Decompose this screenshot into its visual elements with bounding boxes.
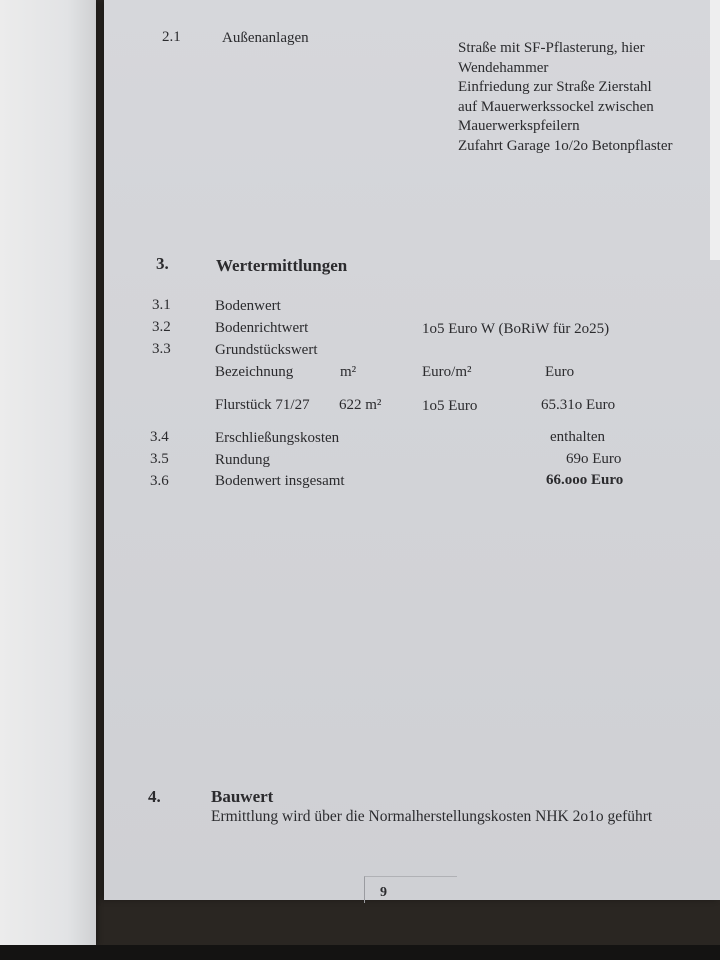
item-value: 1o5 Euro W (BoRiW für 2o25): [422, 321, 610, 337]
description-line: Einfriedung zur Straße Zierstahl: [458, 79, 652, 95]
item-label: Rundung: [215, 452, 271, 468]
description-line: Mauerwerkspfeilern: [458, 118, 580, 134]
item-label: Bodenrichtwert: [215, 320, 309, 336]
item-value: 69o Euro: [566, 451, 622, 467]
item-number: 3.5: [150, 451, 169, 467]
item-number: 3.1: [152, 297, 171, 313]
underlying-page: [0, 0, 96, 945]
item-value: enthalten: [550, 429, 605, 445]
item-label: Bodenwert insgesamt: [215, 473, 345, 489]
table-cell: 65.31o Euro: [541, 397, 616, 413]
description-line: Straße mit SF-Pflasterung, hier: [458, 40, 645, 56]
page-edge: [710, 0, 720, 260]
section-title: Außenanlagen: [222, 30, 309, 46]
description-line: Wendehammer: [458, 59, 549, 76]
item-number: 3.6: [150, 473, 169, 489]
item-number: 3.4: [150, 429, 169, 445]
outdoor-description: [458, 39, 673, 156]
table-surface: [0, 945, 720, 960]
section-number: 2.1: [162, 29, 181, 45]
page-number-box: [364, 876, 457, 903]
table-cell: 622 m²: [339, 397, 382, 413]
section-heading: Bauwert: [211, 787, 274, 806]
section-text: Ermittlung wird über die Normalherstellungskosten NHK 2o1o geführt: [211, 808, 653, 825]
item-label: Erschließungskosten: [215, 430, 340, 446]
item-number: 3.2: [152, 319, 171, 335]
item-number: 3.3: [152, 341, 171, 357]
section-heading: Wertermittlungen: [216, 256, 348, 275]
description-line: Zufahrt Garage 1o/2o Betonpflaster: [458, 137, 673, 154]
table-header: Bezeichnung: [215, 364, 294, 380]
table-header: Euro: [545, 364, 575, 380]
table-header: Euro/m²: [422, 364, 472, 380]
table-header: m²: [340, 364, 357, 380]
section-number: 4.: [148, 787, 161, 806]
item-label: Grundstückswert: [215, 342, 318, 358]
table-cell: 1o5 Euro: [422, 398, 478, 414]
total-value: 66.ooo Euro: [546, 472, 624, 488]
table-cell: Flurstück 71/27: [215, 397, 310, 413]
page-number: 9: [380, 885, 387, 900]
description-line: auf Mauerwerkssockel zwischen: [458, 98, 654, 115]
section-number: 3.: [156, 254, 169, 273]
item-label: Bodenwert: [215, 298, 281, 314]
